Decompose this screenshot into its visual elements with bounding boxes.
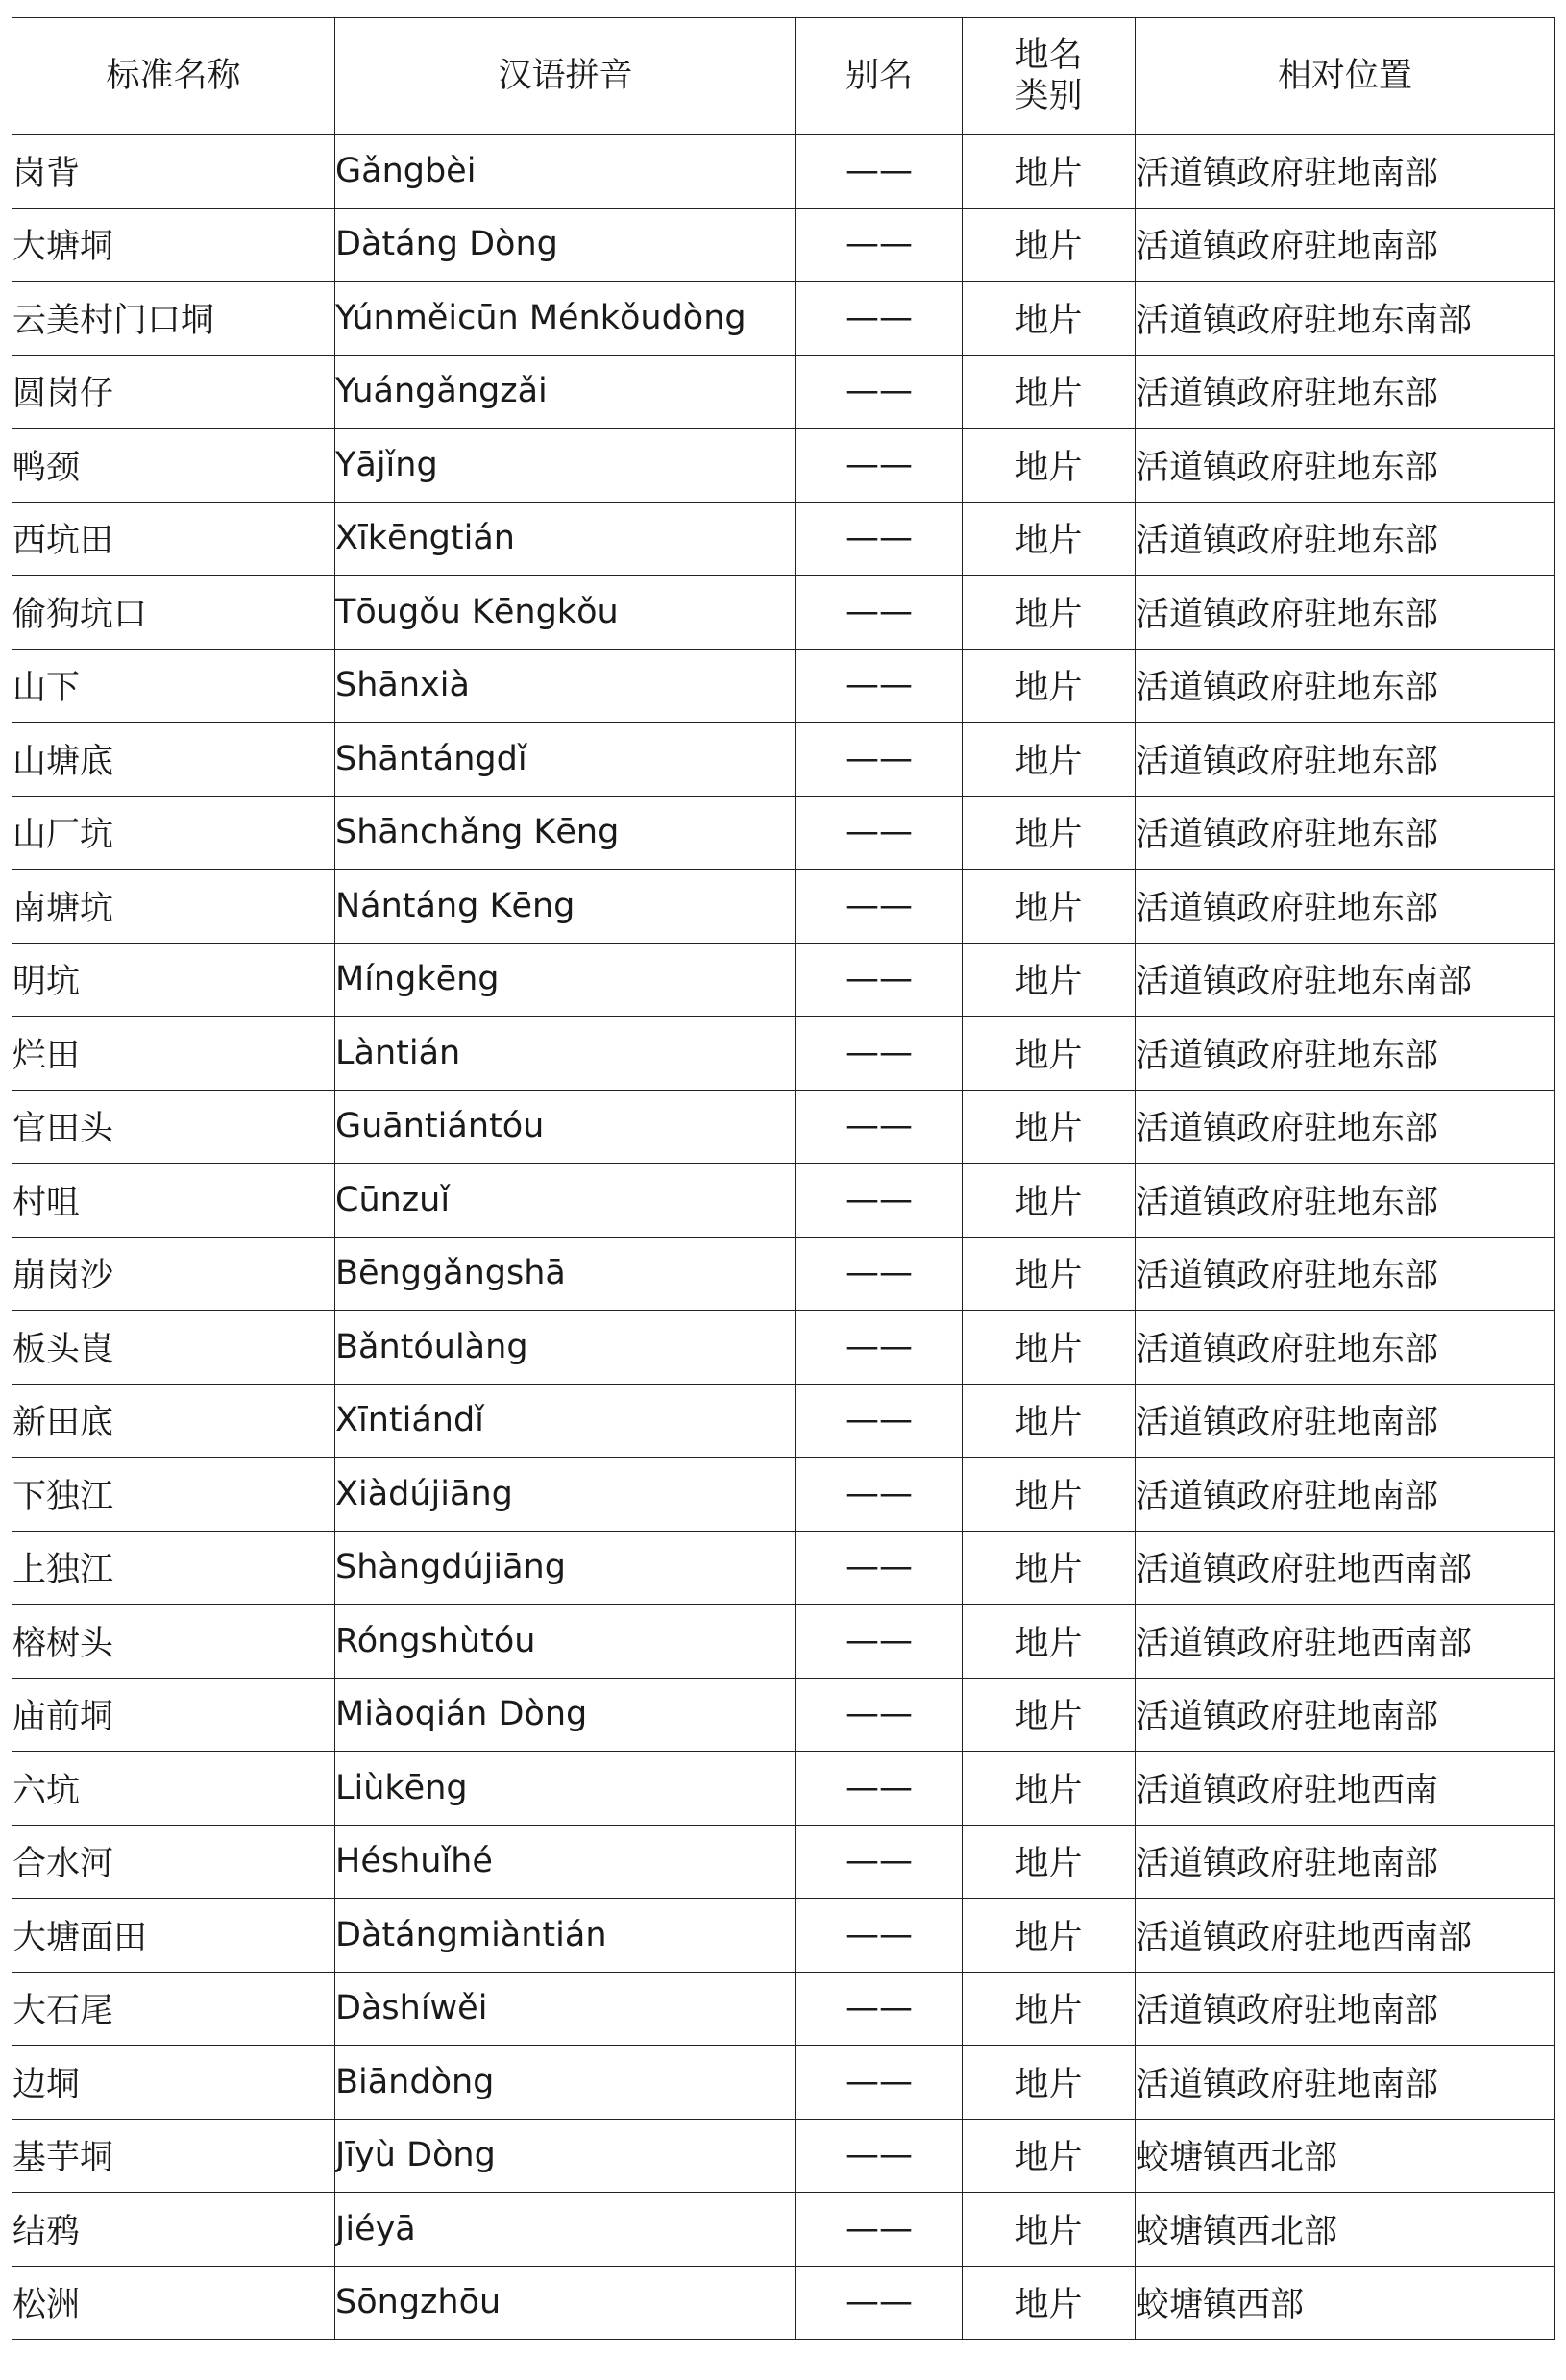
cell-alias: ——	[796, 1384, 963, 1458]
cell-relative-location: 活道镇政府驻地西南部	[1136, 1899, 1555, 1973]
cell-pinyin: Dàtáng Dòng	[335, 208, 796, 282]
cell-relative-location: 蛟塘镇西北部	[1136, 2193, 1555, 2267]
cell-place-type: 地片	[963, 1752, 1136, 1826]
header-alias: 别名	[796, 18, 963, 135]
cell-relative-location: 活道镇政府驻地东部	[1136, 355, 1555, 429]
cell-standard-name: 合水河	[12, 1825, 335, 1899]
table-row	[12, 1090, 1555, 1164]
cell-relative-location: 活道镇政府驻地东部	[1136, 1237, 1555, 1311]
cell-alias: ——	[796, 2046, 963, 2120]
cell-relative-location: 活道镇政府驻地东南部	[1136, 282, 1555, 356]
cell-relative-location: 活道镇政府驻地东部	[1136, 1017, 1555, 1091]
cell-standard-name: 边垌	[12, 2046, 335, 2120]
cell-place-type: 地片	[963, 1899, 1136, 1973]
table-row	[12, 723, 1555, 797]
cell-alias: ——	[796, 282, 963, 356]
table-row	[12, 1752, 1555, 1826]
cell-place-type: 地片	[963, 1090, 1136, 1164]
cell-standard-name: 板头崀	[12, 1311, 335, 1385]
cell-pinyin: Xīkēngtián	[335, 502, 796, 576]
table-row	[12, 1605, 1555, 1679]
cell-standard-name: 村咀	[12, 1164, 335, 1238]
cell-place-type: 地片	[963, 2193, 1136, 2267]
cell-pinyin: Yājǐng	[335, 429, 796, 503]
cell-standard-name: 松洲	[12, 2266, 335, 2340]
cell-pinyin: Xīntiándǐ	[335, 1384, 796, 1458]
cell-alias: ——	[796, 1678, 963, 1752]
cell-place-type: 地片	[963, 135, 1136, 209]
table-row	[12, 2046, 1555, 2120]
cell-standard-name: 崩岗沙	[12, 1237, 335, 1311]
cell-alias: ——	[796, 1899, 963, 1973]
cell-pinyin: Cūnzuǐ	[335, 1164, 796, 1238]
cell-pinyin: Shāntángdǐ	[335, 723, 796, 797]
header-relative-location: 相对位置	[1136, 18, 1555, 135]
cell-pinyin: Dàshíwěi	[335, 1972, 796, 2046]
cell-relative-location: 活道镇政府驻地南部	[1136, 1458, 1555, 1532]
cell-pinyin: Bǎntóulàng	[335, 1311, 796, 1385]
table-row	[12, 1311, 1555, 1385]
cell-place-type: 地片	[963, 576, 1136, 650]
cell-place-type: 地片	[963, 796, 1136, 870]
cell-standard-name: 新田底	[12, 1384, 335, 1458]
cell-standard-name: 烂田	[12, 1017, 335, 1091]
cell-relative-location: 活道镇政府驻地东部	[1136, 1311, 1555, 1385]
header-place-type-line2: 类别	[1015, 77, 1083, 115]
table-row	[12, 135, 1555, 209]
cell-alias: ——	[796, 355, 963, 429]
cell-alias: ——	[796, 1825, 963, 1899]
cell-pinyin: Dàtángmiàntián	[335, 1899, 796, 1973]
table-row	[12, 1384, 1555, 1458]
cell-relative-location: 活道镇政府驻地东部	[1136, 429, 1555, 503]
cell-alias: ——	[796, 576, 963, 650]
cell-relative-location: 活道镇政府驻地南部	[1136, 1825, 1555, 1899]
cell-pinyin: Nántáng Kēng	[335, 870, 796, 944]
cell-standard-name: 结鸦	[12, 2193, 335, 2267]
cell-alias: ——	[796, 943, 963, 1017]
cell-standard-name: 大石尾	[12, 1972, 335, 2046]
cell-relative-location: 活道镇政府驻地东部	[1136, 649, 1555, 723]
cell-standard-name: 官田头	[12, 1090, 335, 1164]
cell-pinyin: Guāntiántóu	[335, 1090, 796, 1164]
cell-standard-name: 山厂坑	[12, 796, 335, 870]
cell-relative-location: 活道镇政府驻地东南部	[1136, 943, 1555, 1017]
cell-relative-location: 活道镇政府驻地东部	[1136, 1164, 1555, 1238]
cell-alias: ——	[796, 1531, 963, 1605]
table-row	[12, 1531, 1555, 1605]
cell-alias: ——	[796, 1017, 963, 1091]
cell-place-type: 地片	[963, 1678, 1136, 1752]
cell-relative-location: 活道镇政府驻地东部	[1136, 502, 1555, 576]
cell-place-type: 地片	[963, 1384, 1136, 1458]
table-row	[12, 943, 1555, 1017]
cell-standard-name: 圆岗仔	[12, 355, 335, 429]
cell-place-type: 地片	[963, 1164, 1136, 1238]
cell-pinyin: Jiéyā	[335, 2193, 796, 2267]
cell-place-type: 地片	[963, 723, 1136, 797]
cell-relative-location: 蛟塘镇西北部	[1136, 2119, 1555, 2193]
cell-alias: ——	[796, 208, 963, 282]
cell-place-type: 地片	[963, 502, 1136, 576]
table-row	[12, 1899, 1555, 1973]
cell-relative-location: 活道镇政府驻地南部	[1136, 1972, 1555, 2046]
cell-standard-name: 榕树头	[12, 1605, 335, 1679]
cell-standard-name: 六坑	[12, 1752, 335, 1826]
cell-standard-name: 山下	[12, 649, 335, 723]
table-row	[12, 796, 1555, 870]
table-row	[12, 870, 1555, 944]
cell-pinyin: Liùkēng	[335, 1752, 796, 1826]
cell-pinyin: Yúnměicūn Ménkǒudòng	[335, 282, 796, 356]
cell-relative-location: 活道镇政府驻地东部	[1136, 870, 1555, 944]
cell-alias: ——	[796, 2119, 963, 2193]
cell-standard-name: 岗背	[12, 135, 335, 209]
cell-pinyin: Biāndòng	[335, 2046, 796, 2120]
cell-relative-location: 蛟塘镇西部	[1136, 2266, 1555, 2340]
cell-standard-name: 鸭颈	[12, 429, 335, 503]
cell-relative-location: 活道镇政府驻地南部	[1136, 1384, 1555, 1458]
cell-pinyin: Tōugǒu Kēngkǒu	[335, 576, 796, 650]
cell-standard-name: 上独江	[12, 1531, 335, 1605]
cell-alias: ——	[796, 649, 963, 723]
cell-pinyin: Gǎngbèi	[335, 135, 796, 209]
cell-pinyin: Xiàdújiāng	[335, 1458, 796, 1532]
cell-alias: ——	[796, 2193, 963, 2267]
cell-relative-location: 活道镇政府驻地南部	[1136, 208, 1555, 282]
table-row	[12, 1237, 1555, 1311]
cell-alias: ——	[796, 135, 963, 209]
cell-standard-name: 云美村门口垌	[12, 282, 335, 356]
cell-alias: ——	[796, 1164, 963, 1238]
place-names-table	[12, 17, 1555, 2340]
cell-place-type: 地片	[963, 1311, 1136, 1385]
header-place-type-line1: 地名	[1015, 37, 1083, 75]
cell-place-type: 地片	[963, 2046, 1136, 2120]
cell-alias: ——	[796, 870, 963, 944]
cell-alias: ——	[796, 1458, 963, 1532]
table-row	[12, 208, 1555, 282]
cell-alias: ——	[796, 723, 963, 797]
cell-standard-name: 南塘坑	[12, 870, 335, 944]
cell-place-type: 地片	[963, 1458, 1136, 1532]
cell-standard-name: 西坑田	[12, 502, 335, 576]
header-pinyin: 汉语拼音	[335, 18, 796, 135]
header-standard-name: 标准名称	[12, 18, 335, 135]
cell-alias: ——	[796, 1311, 963, 1385]
cell-place-type: 地片	[963, 2119, 1136, 2193]
header-row	[12, 18, 1555, 135]
table-row	[12, 2266, 1555, 2340]
cell-relative-location: 活道镇政府驻地西南	[1136, 1752, 1555, 1826]
cell-place-type: 地片	[963, 870, 1136, 944]
table-row	[12, 649, 1555, 723]
cell-place-type: 地片	[963, 1237, 1136, 1311]
cell-alias: ——	[796, 1752, 963, 1826]
cell-pinyin: Shānxià	[335, 649, 796, 723]
cell-pinyin: Yuángǎngzǎi	[335, 355, 796, 429]
cell-standard-name: 大塘面田	[12, 1899, 335, 1973]
cell-relative-location: 活道镇政府驻地南部	[1136, 1678, 1555, 1752]
cell-pinyin: Shānchǎng Kēng	[335, 796, 796, 870]
cell-relative-location: 活道镇政府驻地南部	[1136, 135, 1555, 209]
cell-place-type: 地片	[963, 943, 1136, 1017]
header-place-type	[963, 18, 1136, 135]
cell-alias: ——	[796, 502, 963, 576]
cell-place-type: 地片	[963, 1825, 1136, 1899]
cell-pinyin: Míngkēng	[335, 943, 796, 1017]
cell-pinyin: Làntián	[335, 1017, 796, 1091]
cell-alias: ——	[796, 1972, 963, 2046]
cell-standard-name: 大塘垌	[12, 208, 335, 282]
cell-place-type: 地片	[963, 1017, 1136, 1091]
cell-place-type: 地片	[963, 282, 1136, 356]
cell-place-type: 地片	[963, 208, 1136, 282]
table-row	[12, 1972, 1555, 2046]
table-row	[12, 1825, 1555, 1899]
cell-relative-location: 活道镇政府驻地东部	[1136, 796, 1555, 870]
cell-place-type: 地片	[963, 649, 1136, 723]
cell-standard-name: 山塘底	[12, 723, 335, 797]
cell-alias: ——	[796, 1090, 963, 1164]
table-row	[12, 576, 1555, 650]
cell-pinyin: Bēnggǎngshā	[335, 1237, 796, 1311]
cell-alias: ——	[796, 2266, 963, 2340]
cell-standard-name: 基芋垌	[12, 2119, 335, 2193]
cell-alias: ——	[796, 1605, 963, 1679]
cell-relative-location: 活道镇政府驻地东部	[1136, 576, 1555, 650]
cell-place-type: 地片	[963, 429, 1136, 503]
table-row	[12, 502, 1555, 576]
table-row	[12, 1164, 1555, 1238]
table-row	[12, 282, 1555, 356]
cell-relative-location: 活道镇政府驻地西南部	[1136, 1531, 1555, 1605]
cell-relative-location: 活道镇政府驻地东部	[1136, 1090, 1555, 1164]
table-row	[12, 2193, 1555, 2267]
cell-pinyin: Sōngzhōu	[335, 2266, 796, 2340]
cell-place-type: 地片	[963, 1605, 1136, 1679]
table-row	[12, 1458, 1555, 1532]
table-row	[12, 1017, 1555, 1091]
cell-place-type: 地片	[963, 2266, 1136, 2340]
table-body	[12, 135, 1555, 2340]
cell-relative-location: 活道镇政府驻地南部	[1136, 2046, 1555, 2120]
cell-pinyin: Jīyù Dòng	[335, 2119, 796, 2193]
cell-place-type: 地片	[963, 1531, 1136, 1605]
cell-standard-name: 偷狗坑口	[12, 576, 335, 650]
table-row	[12, 429, 1555, 503]
cell-place-type: 地片	[963, 355, 1136, 429]
table-row	[12, 1678, 1555, 1752]
cell-pinyin: Róngshùtóu	[335, 1605, 796, 1679]
cell-alias: ——	[796, 1237, 963, 1311]
cell-standard-name: 庙前垌	[12, 1678, 335, 1752]
table-row	[12, 355, 1555, 429]
table-header	[12, 18, 1555, 135]
cell-alias: ——	[796, 429, 963, 503]
cell-relative-location: 活道镇政府驻地东部	[1136, 723, 1555, 797]
cell-place-type: 地片	[963, 1972, 1136, 2046]
cell-alias: ——	[796, 796, 963, 870]
cell-pinyin: Miàoqián Dòng	[335, 1678, 796, 1752]
table-row	[12, 2119, 1555, 2193]
cell-pinyin: Shàngdújiāng	[335, 1531, 796, 1605]
cell-relative-location: 活道镇政府驻地西南部	[1136, 1605, 1555, 1679]
cell-standard-name: 明坑	[12, 943, 335, 1017]
cell-pinyin: Héshuǐhé	[335, 1825, 796, 1899]
cell-standard-name: 下独江	[12, 1458, 335, 1532]
